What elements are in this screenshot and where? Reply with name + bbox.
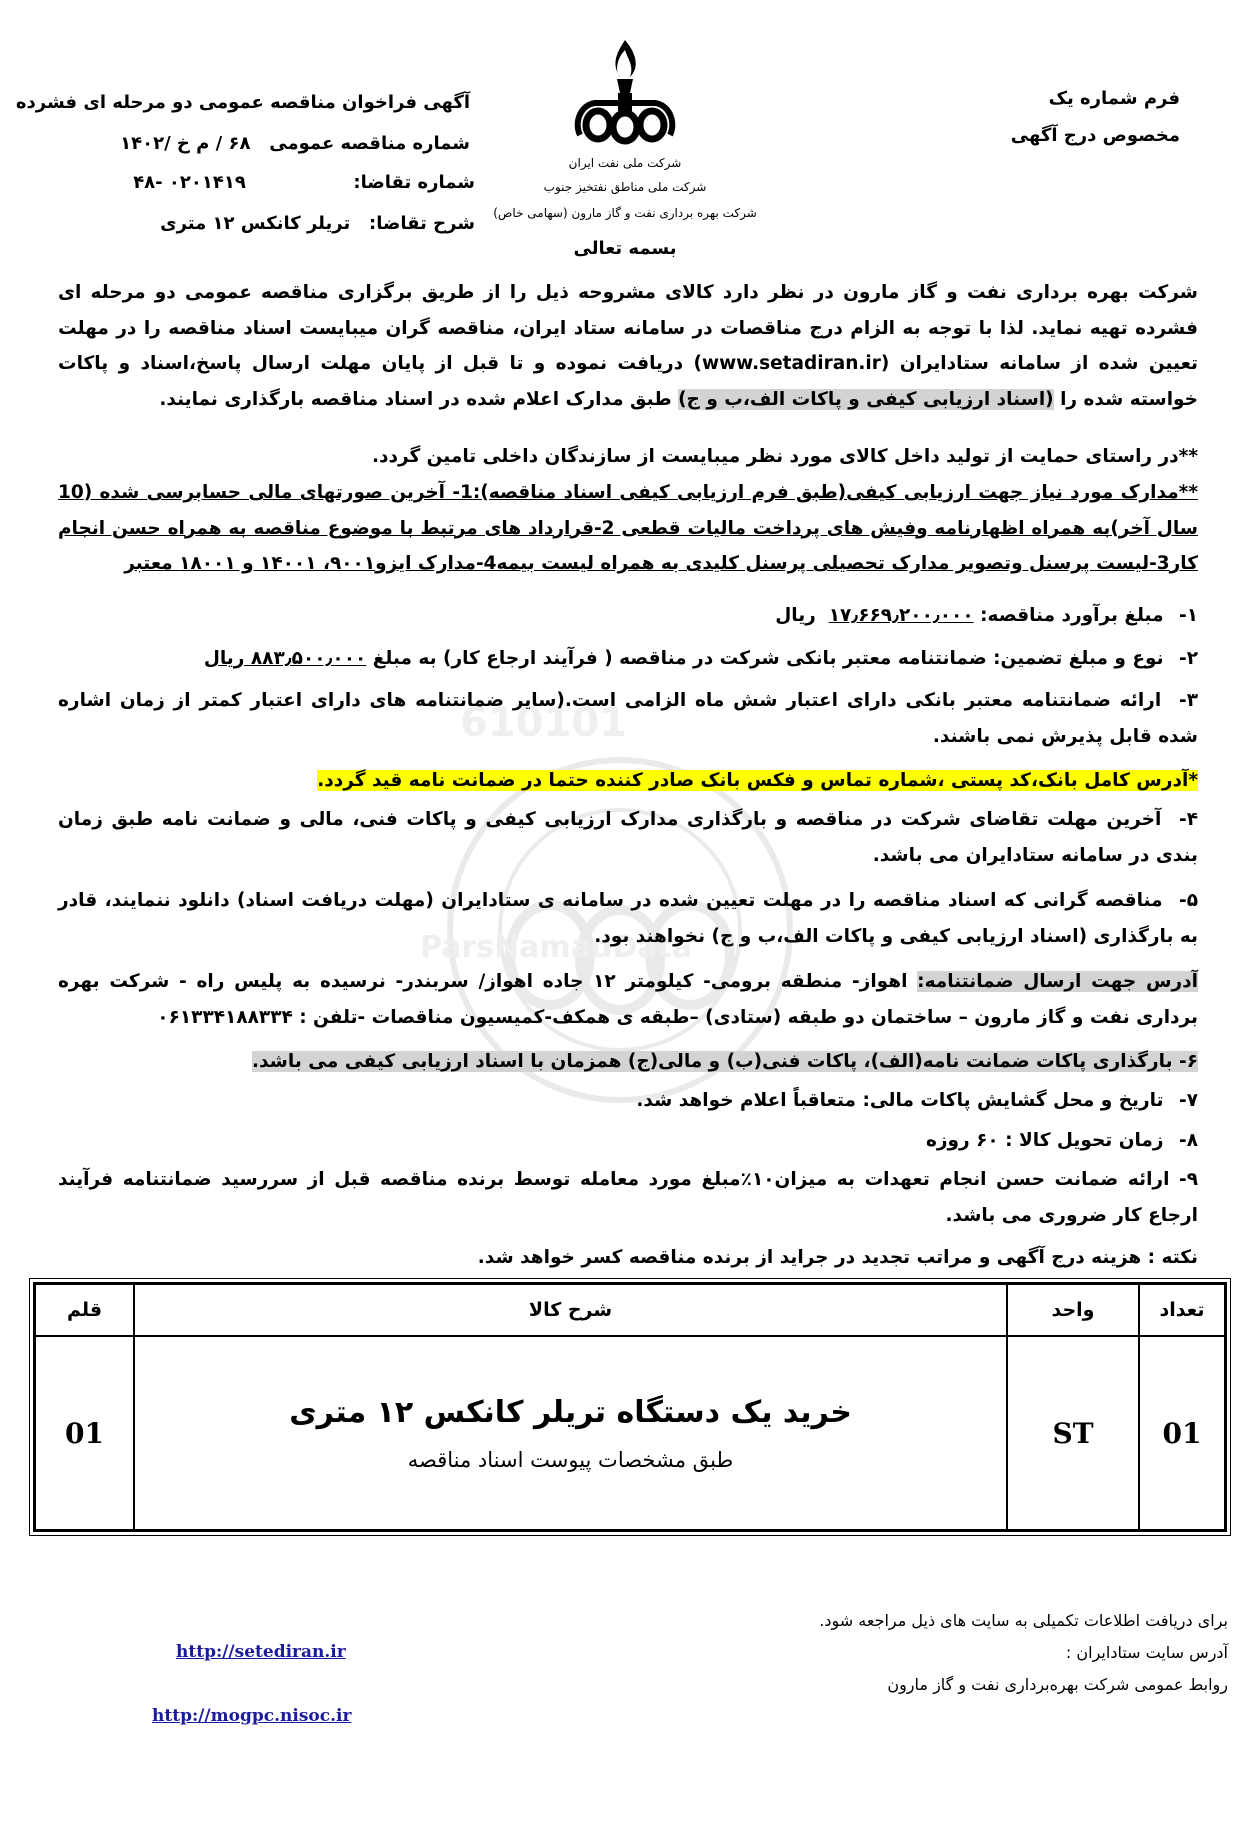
intro-highlight: (اسناد ارزیابی کیفی و پاکات الف،ب و ج) (678, 388, 1054, 410)
footer-public-relations: روابط عمومی شرکت بهره‌برداری نفت و گاز مارون (887, 1675, 1228, 1694)
watermark-brand: ParsNamadData (420, 930, 693, 965)
item-deadline (58, 802, 1198, 873)
item-1-number: ۱- (1179, 605, 1198, 626)
bank-address-note (58, 763, 1198, 799)
cell-description (134, 1336, 1007, 1531)
item-7-text: تاریخ و محل گشایش پاکات مالی: متعاقباً اعلام خواهد شد. (636, 1090, 1164, 1111)
item-2-number: ۲- (1179, 648, 1198, 669)
item-4-number: ۴- (1179, 809, 1198, 830)
footer-setad-label: آدرس سایت ستادایران : (1065, 1643, 1228, 1662)
intro-paragraph (58, 275, 1198, 417)
bank-address-highlight: *آدرس کامل بانک،کد پستی ،شماره تماس و فکس بانک صادر کننده حتما در ضمانت نامه قید گردد. (317, 770, 1198, 791)
nioc-logo-icon (570, 35, 680, 150)
item-7-number: ۷- (1179, 1090, 1198, 1111)
guarantee-address-label: آدرس جهت ارسال ضمانتنامه: (917, 971, 1198, 992)
watermark-code: 610101 (460, 700, 627, 746)
intro-text-a: شرکت بهره برداری نفت و گاز مارون در نظر دارد کالای مشروحه ذیل را از طریق برگزاری مناقصه عمومی دو مرحله ای فشرده تهیه نماید. لذا با توجه به الزام درج مناقصات در سامانه ستاد ایران، مناقصه گران میبایست اسناد مناقصه را در مهلت تعیین شده از سامانه ستادایران (www.setadiran.ir) دریافت نموده و تا قبل از پایان مهلت ارسال پاسخ،اسناد و پاکات خواسته شده را (58, 282, 1199, 410)
item-5-number: ۵- (1179, 890, 1198, 911)
goods-subtitle: طبق مشخصات پیوست اسناد مناقصه (407, 1447, 734, 1472)
bismillah: بسمه تعالی (573, 238, 677, 259)
setediran-link[interactable]: http://setediran.ir (176, 1642, 346, 1662)
header-unit: واحد (1007, 1284, 1139, 1337)
item-delivery-time (58, 1123, 1198, 1159)
tender-title: آگهی فراخوان مناقصه عمومی دو مرحله ای فشرده (15, 92, 470, 113)
item-performance-guarantee: ۹- ارائه ضمانت حسن انجام تعهدات به میزان۱۰٪مبلغ مورد معامله توسط برنده مناقصه قبل از سررسید ضمانتنامه فرآیند ارجاع کار ضروری می باشد. (58, 1169, 1198, 1226)
header-description: شرح کالا (134, 1284, 1007, 1337)
request-number-label: شماره تقاضا: (353, 172, 475, 193)
guarantee-address-text: اهواز- منطقه برومی- کیلومتر ۱۲ جاده اهواز/ سربندر- نرسیده به پلیس راه - شرکت بهره برداری نفت و گاز مارون – ساختمان دو طبقه (ستادی) –طبقه ی همکف-کمیسیون مناقصات -تلفن : ۰۶۱۳۳۴۱۸۸۳۳۴ (58, 971, 1198, 1028)
cell-unit: ST (1007, 1336, 1139, 1531)
logo-line-maroon: شرکت بهره برداری نفت و گاز مارون (سهامی خاص) (493, 206, 757, 220)
item-5-text: مناقصه گرانی که اسناد مناقصه را در مهلت تعیین شده در سامانه ی ستادایران (مهلت دریافت اسناد) دانلود ننمایند، قادر به بارگذاری (اسناد ارزیابی کیفی و پاکات الف،ب و ج) نخواهند بود. (58, 890, 1198, 947)
footer-info-line: برای دریافت اطلاعات تکمیلی به سایت های ذیل مراجعه شود. (819, 1611, 1228, 1630)
item-1-unit: ریال (775, 605, 816, 626)
item-8-text: زمان تحویل کالا : ۶۰ روزه (925, 1130, 1164, 1151)
item-1-label: مبلغ برآورد مناقصه: (980, 605, 1164, 626)
advertisement-cost-note: نکته : هزینه درج آگهی و مراتب تجدید در جراید از برنده مناقصه کسر خواهد شد. (477, 1247, 1198, 1268)
item-3-text: ارائه ضمانتنامه معتبر بانکی دارای اعتبار شش ماه الزامی است.(سایر ضمانتنامه های دارای اعتبار کمتر از زمان اشاره شده قابل پذیرش نمی باشند. (58, 690, 1198, 747)
goods-table-header (35, 1284, 1226, 1337)
item-opening-date (58, 1083, 1198, 1119)
item-8-number: ۸- (1179, 1130, 1198, 1151)
request-number (130, 172, 475, 193)
quality-docs-requirement: **مدارک مورد نیاز جهت ارزیابی کیفی(طبق فرم ارزیابی کیفی اسناد مناقصه):1- آخرین صورتهای مالی حسابرسی شده (10 سال آخر)به همراه اظهارنامه وفیش های پرداخت مالیات قطعی 2-قرارداد های مرتبط با موضوع مناقصه به همراه حسن انجام کار3-لیست پرسنل وتصویر مدارک تحصیلی پرسنل کلیدی به همراه لیست بیمه4-مدارک ایزو۹۰۰۱، ۱۴۰۰۱ و ۱۸۰۰۱ معتبر (58, 482, 1199, 574)
cell-row: 01 (35, 1336, 135, 1531)
item-6-text: ۶- بارگذاری پاکات ضمانت نامه(الف)، پاکات فنی(ب) و مالی(ج) همزمان با اسناد ارزیابی کیفی می باشد. (251, 1051, 1198, 1072)
item-upload-packets (58, 1044, 1198, 1080)
table-row (35, 1336, 1226, 1531)
item-guarantee (58, 641, 1198, 677)
intro-text-b: طبق مدارک اعلام شده در اسناد مناقصه بارگذاری نمایند. (159, 388, 672, 410)
tender-number (120, 133, 470, 154)
item-2-value: ۸۸۳٫۵۰۰٫۰۰۰ ریال (203, 648, 367, 669)
item-2-text: نوع و مبلغ تضمین: ضمانتنامه معتبر بانکی شرکت در مناقصه ( فرآیند ارجاع کار) به مبلغ (372, 648, 1164, 669)
goods-table (33, 1282, 1227, 1532)
request-description (160, 213, 475, 234)
tender-number-value: ۶۸ / م خ /۱۴۰۲ (120, 133, 251, 154)
request-description-label: شرح تقاضا: (369, 213, 475, 234)
item-guarantee-validity (58, 683, 1198, 754)
guarantee-address (58, 964, 1198, 1035)
item-estimate (58, 598, 1198, 634)
header-count: تعداد (1139, 1284, 1226, 1337)
item-4-text: آخرین مهلت تقاضای شرکت در مناقصه و بارگذاری مدارک ارزیابی کیفی و پاکات فنی، مالی و ضمانت نامه طبق زمان بندی در سامانه ستادایران می باشد. (58, 809, 1198, 866)
tender-number-label: شماره مناقصه عمومی (269, 133, 470, 154)
item-download-requirement (58, 883, 1198, 954)
mogpc-link[interactable]: http://mogpc.nisoc.ir (152, 1706, 352, 1726)
cell-count: 01 (1139, 1336, 1226, 1531)
item-1-value: ۱۷٫۶۶۹٫۲۰۰٫۰۰۰ (828, 605, 974, 626)
logo-line-nisoc: شرکت ملی مناطق نفتخیز جنوب (543, 180, 707, 194)
form-number: فرم شماره یک (1048, 88, 1180, 109)
goods-title: خرید یک دستگاه تریلر کانکس ۱۲ متری (289, 1394, 852, 1430)
domestic-production-note: **در راستای حمایت از تولید داخل کالای مورد نظر میبایست از سازندگان داخلی تامین گردد. (371, 446, 1198, 467)
item-3-number: ۳- (1179, 690, 1199, 711)
header-row: قلم (35, 1284, 135, 1337)
form-usage: مخصوص درج آگهی (1010, 125, 1180, 146)
logo-line-nioc: شرکت ملی نفت ایران (568, 156, 682, 170)
request-number-value: ۰۲۰۱۴۱۹ -۴۸ (133, 172, 246, 193)
request-description-value: تریلر کانکس ۱۲ متری (160, 213, 351, 234)
